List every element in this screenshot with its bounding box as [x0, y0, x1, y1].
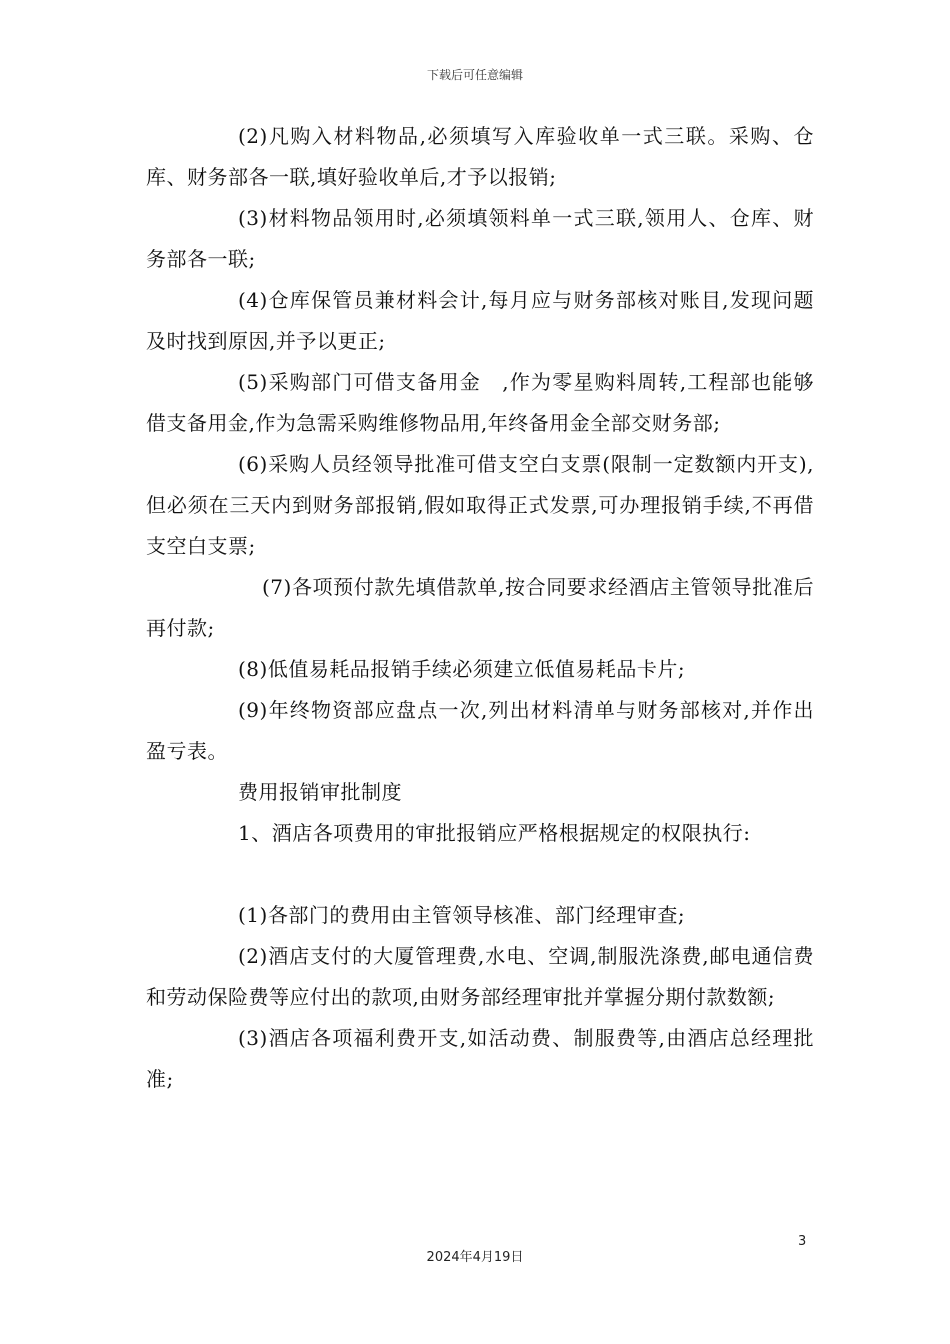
paragraph-item-5: (5)采购部门可借支备用金 ,作为零星购料周转,工程部也能够借支备用金,作为急需采购维修物品用,年终备用金全部交财务部; — [146, 370, 814, 435]
paragraph-item-4: (4)仓库保管员兼材料会计,每月应与财务部核对账目,发现问题及时找到原因,并予以更正; — [146, 288, 814, 353]
paragraph-item-6: (6)采购人员经领导批准可借支空白支票(限制一定数额内开支),但必须在三天内到财务部报销,假如取得正式发票,可办理报销手续,不再借支空白支票; — [146, 452, 814, 558]
section-heading: 费用报销审批制度 — [238, 780, 402, 804]
page-number: 3 — [798, 1234, 807, 1249]
rule-1-intro: 1、酒店各项费用的审批报销应严格根据规定的权限执行: — [238, 821, 751, 845]
paragraph-item-9: (9)年终物资部应盘点一次,列出材料清单与财务部核对,并作出盈亏表。 — [146, 698, 814, 763]
rule-1-item-1: (1)各部门的费用由主管领导核准、部门经理审查; — [238, 903, 686, 927]
page-footer-date: 2024年4月19日 — [426, 1250, 524, 1265]
document-body — [146, 116, 814, 1100]
paragraph-item-3: (3)材料物品领用时,必须填领料单一式三联,领用人、仓库、财务部各一联; — [146, 206, 814, 271]
paragraph-item-2: (2)凡购入材料物品,必须填写入库验收单一式三联。采购、仓库、财务部各一联,填好验收单后,才予以报销; — [146, 124, 814, 189]
page-header: 下载后可任意编辑 — [426, 68, 523, 82]
paragraph-item-7: (7)各项预付款先填借款单,按合同要求经酒店主管领导批准后再付款; — [146, 575, 814, 640]
rule-1-item-2: (2)酒店支付的大厦管理费,水电、空调,制服洗涤费,邮电通信费和劳动保险费等应付出的款项,由财务部经理审批并掌握分期付款数额; — [146, 944, 814, 1009]
rule-1-item-3: (3)酒店各项福利费开支,如活动费、制服费等,由酒店总经理批准; — [146, 1026, 814, 1091]
blank-line — [146, 854, 814, 895]
paragraph-item-8: (8)低值易耗品报销手续必须建立低值易耗品卡片; — [238, 657, 686, 681]
